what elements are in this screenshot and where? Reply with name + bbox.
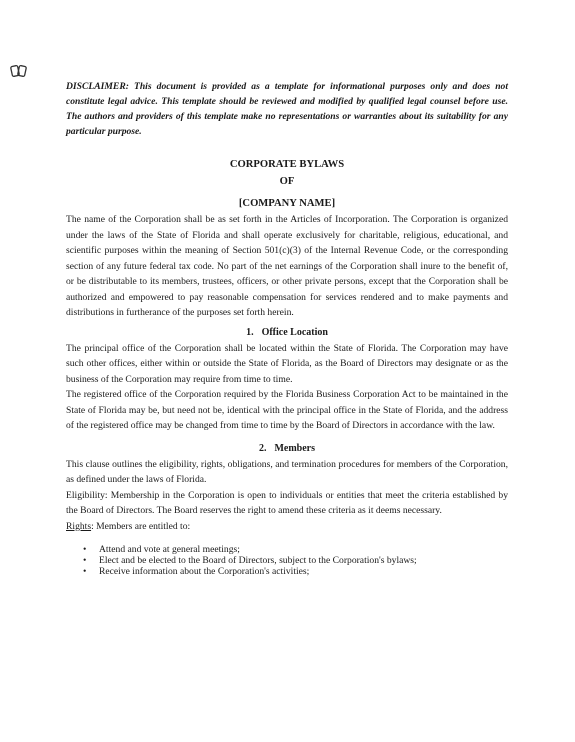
bullet-icon: • [83, 555, 87, 566]
title-line-2: OF [279, 176, 295, 187]
section-number: 1. [246, 326, 254, 338]
list-item [83, 566, 508, 577]
list-item [83, 544, 508, 555]
office-paragraph-1: The principal office of the Corporation shall be located within the State of Florida. The Corporation may have such other offices, either within or outside the State of Florida, as the Board of Directors may designate or as the business of the Corporation may require from time to time. [66, 342, 508, 385]
list-item-text: Receive information about the Corporation's activities; [99, 566, 310, 577]
section-heading-members [66, 441, 508, 456]
section-number: 2. [258, 442, 267, 454]
document-title [66, 156, 508, 212]
template-logo-icon [10, 64, 28, 78]
rights-suffix: : Members are entitled to: [91, 520, 191, 532]
intro-paragraph: The name of the Corporation shall be as set forth in the Articles of Incorporation. The Corporation is organized under the laws of the State of Florida and shall operate exclusively for charitable, religious, educational, and scientific purposes within the meaning of Section 501(c)(3) of the Internal Revenue Code, or the corresponding section of any future federal tax code. No part of the net earnings of the Corporation shall inure to the benefit of, or be distributable to its members, trustees, officers, or other private persons, except that the Corporation shall be authorized and empowered to pay reasonable compensation for services rendered and to make payments and distributions in furtherance of the purposes set forth herein. [66, 214, 508, 318]
office-paragraph-2: The registered office of the Corporation required by the Florida Business Corporation Act to be maintained in the State of Florida may be, but need not be, identical with the principal office in the State of Florida, and the address of the registered office may be changed from time to time by the Board of Directors in accordance with the law. [66, 389, 508, 431]
document-page [66, 79, 508, 577]
list-item-text: Attend and vote at general meetings; [99, 544, 240, 555]
disclaimer: DISCLAIMER: This document is provided as a template for informational purposes only and does not constitute legal advice. This template should be reviewed and modified by qualified legal counsel before use. The authors and providers of this template make no representations or warranties about its suitability for any particular purpose. [66, 81, 508, 137]
rights-label: Rights [66, 520, 92, 532]
company-name-placeholder: [COMPANY NAME] [238, 198, 336, 209]
members-paragraph-1: This clause outlines the eligibility, rights, obligations, and termination procedures for members of the Corporation, as defined under the laws of Florida. [66, 458, 508, 485]
members-rights-intro [66, 519, 508, 535]
members-eligibility-paragraph: Eligibility: Membership in the Corporation is open to individuals or entities that meet the criteria established by the Board of Directors. The Board reserves the right to amend these criteria as it deems necessary. [66, 489, 508, 516]
title-line-1: CORPORATE BYLAWS [229, 159, 345, 170]
section-title: Members [274, 442, 316, 454]
bullet-icon: • [83, 544, 87, 555]
rights-list [66, 544, 508, 577]
bullet-icon: • [83, 566, 87, 577]
section-heading-office-location [66, 325, 508, 340]
list-item [83, 555, 508, 566]
section-title: Office Location [261, 326, 328, 338]
list-item-text: Elect and be elected to the Board of Directors, subject to the Corporation's bylaws; [99, 555, 417, 566]
